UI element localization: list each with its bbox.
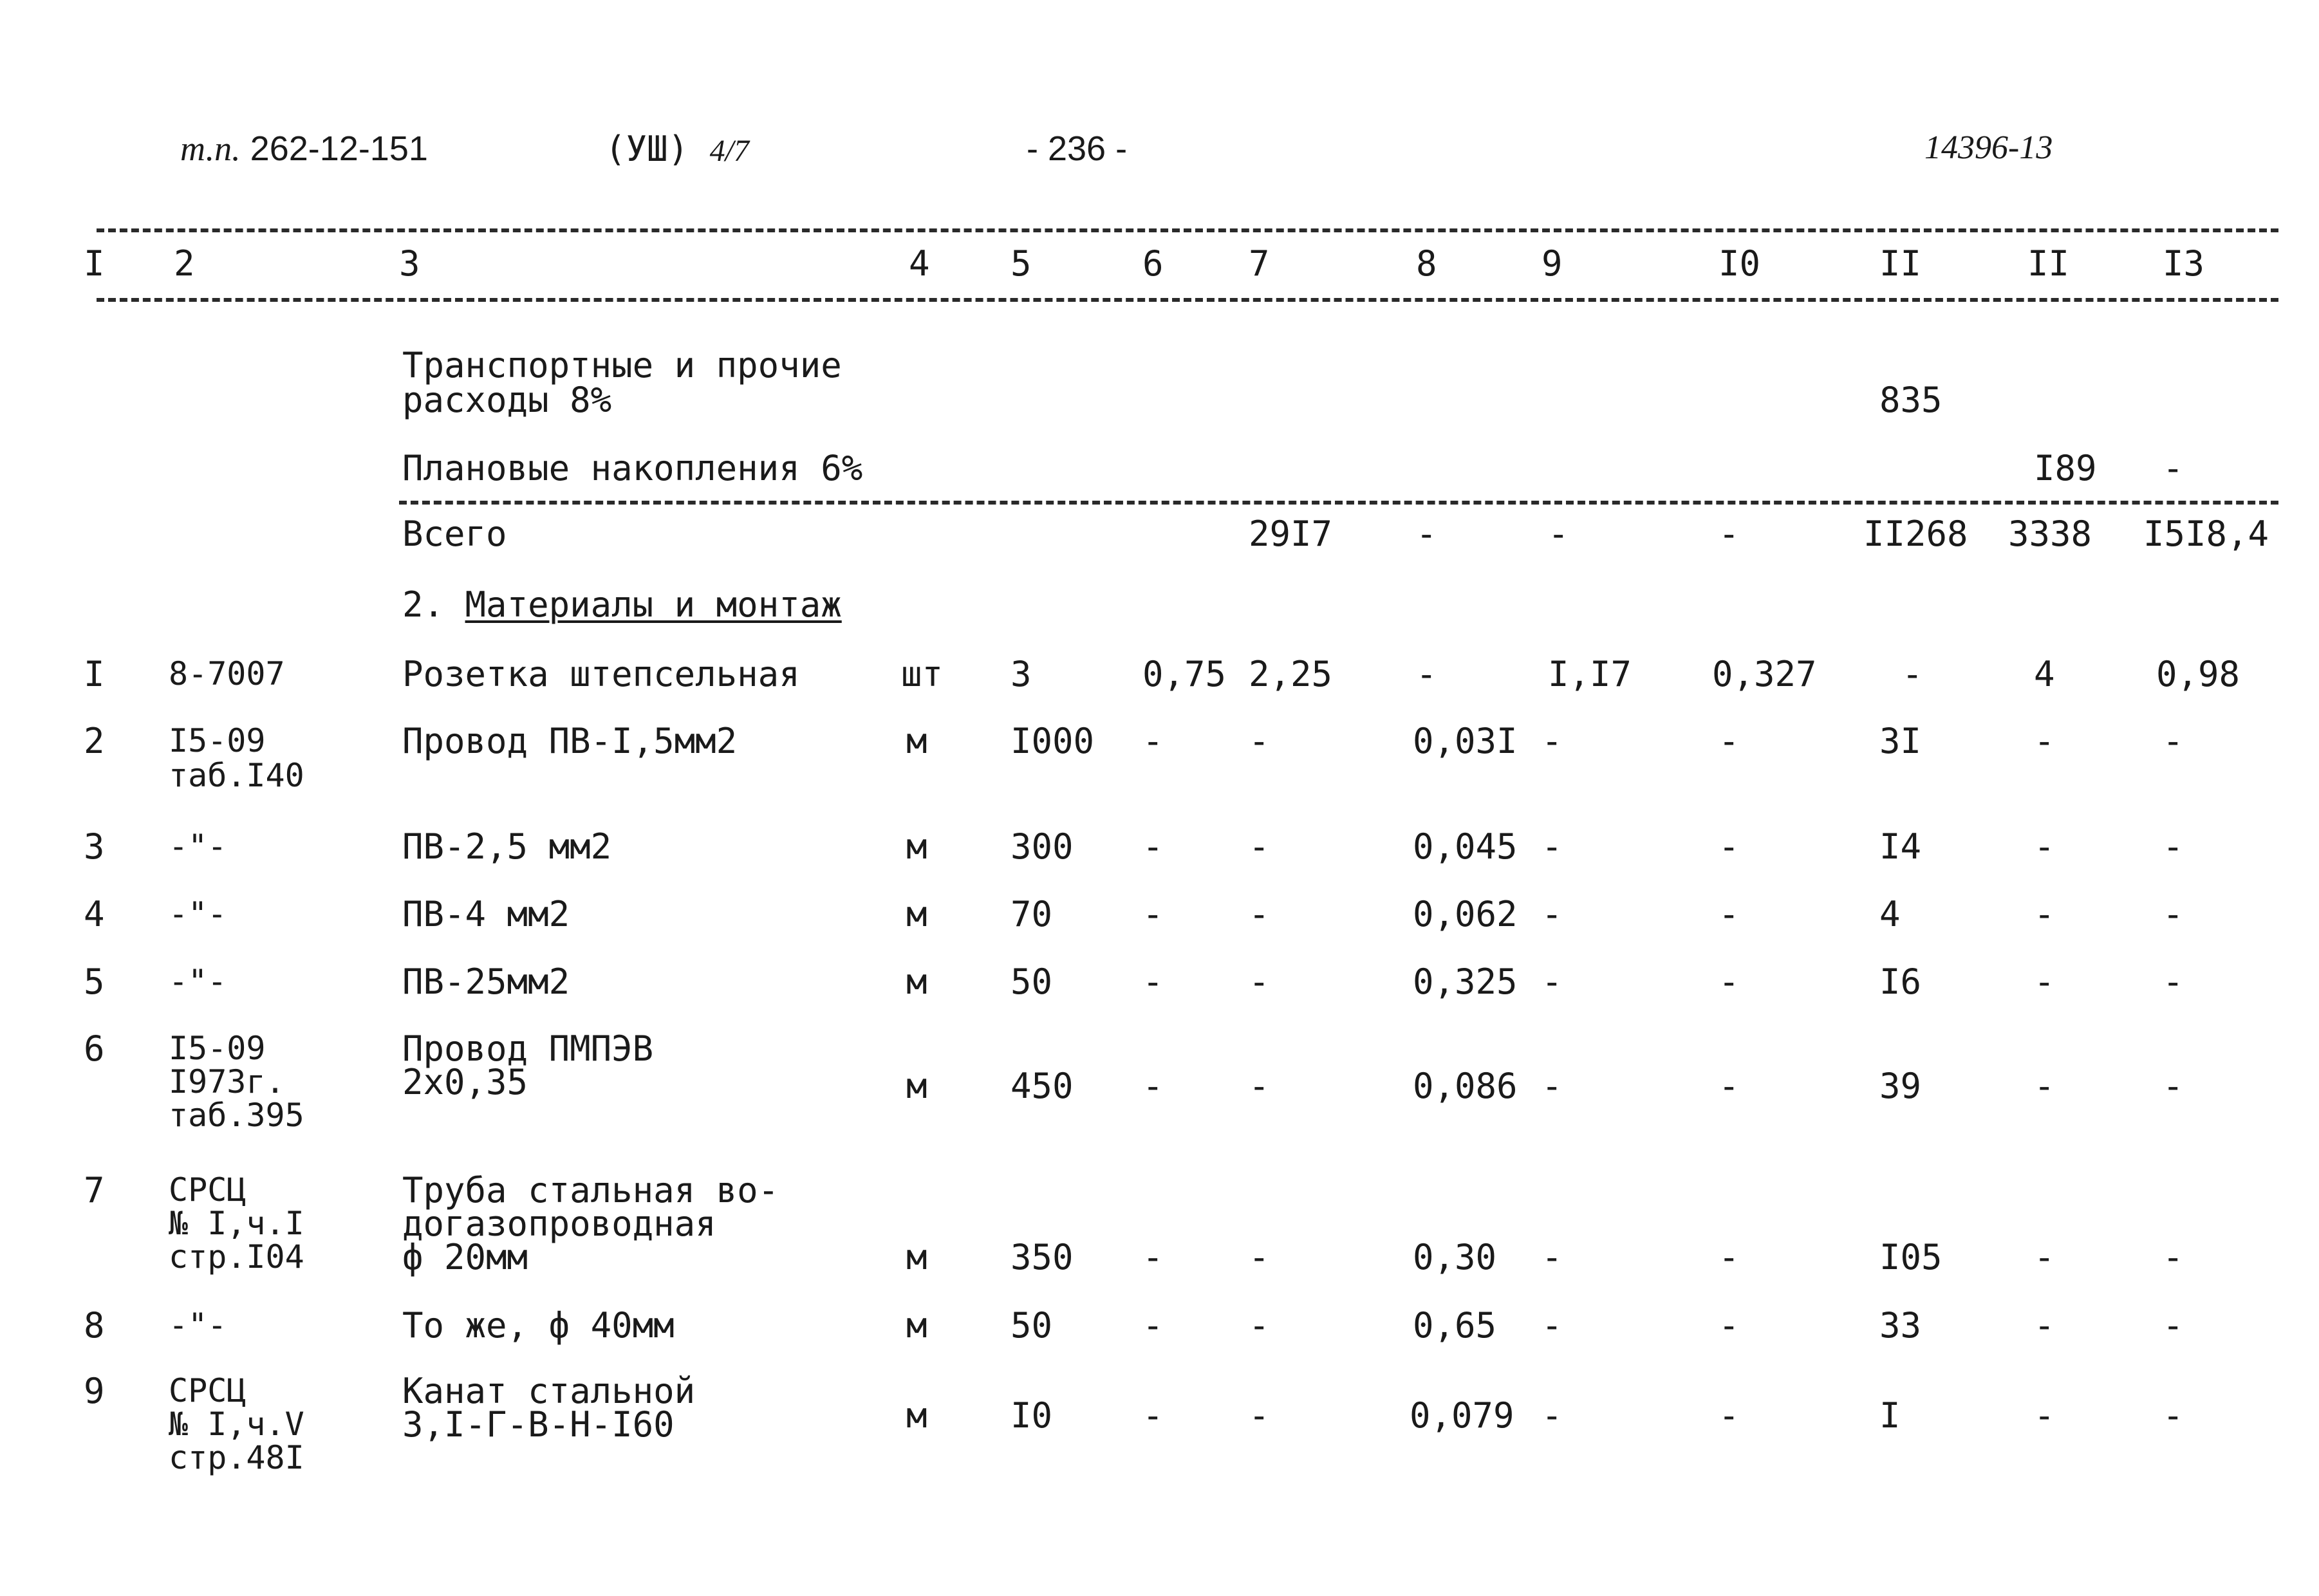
row-value: 3I xyxy=(1879,721,1922,761)
row-value: - xyxy=(1718,721,1740,761)
transport-value: 835 xyxy=(1879,380,1942,420)
plan-value: - xyxy=(2163,448,2184,488)
row-value: - xyxy=(1718,826,1740,867)
column-number: 6 xyxy=(1142,243,1164,284)
row-number: 4 xyxy=(84,894,105,934)
row-code: I5-09 xyxy=(169,722,266,759)
row-value: 2,25 xyxy=(1249,654,1333,694)
row-qty: I0 xyxy=(1010,1395,1053,1436)
column-number: 2 xyxy=(174,243,195,284)
row-value: 4 xyxy=(2034,654,2055,694)
row-value: - xyxy=(1541,1395,1563,1436)
plan-label: Плановые накопления 6% xyxy=(402,448,863,488)
mark-note: 4/7 xyxy=(709,134,749,168)
row-value: 0,086 xyxy=(1413,1066,1518,1106)
row-code: № I,ч.V xyxy=(169,1406,304,1443)
row-value: - xyxy=(1142,721,1164,761)
transport-label: Транспортные и прочие xyxy=(402,345,842,385)
row-code: таб.395 xyxy=(169,1097,304,1134)
total-value: - xyxy=(1416,514,1437,554)
row-code: I5-09 xyxy=(169,1030,266,1067)
row-value: - xyxy=(1541,961,1563,1002)
row-qty: 300 xyxy=(1010,826,1074,867)
column-number: I xyxy=(84,243,105,284)
row-name: Провод ПМПЭВ xyxy=(402,1028,654,1069)
row-value: - xyxy=(2034,721,2055,761)
column-number: II xyxy=(1879,243,1922,284)
row-value: - xyxy=(2034,1066,2055,1106)
row-value: - xyxy=(1541,721,1563,761)
row-value: - xyxy=(2034,1305,2055,1346)
row-value: - xyxy=(1142,1237,1164,1277)
row-value: - xyxy=(2163,1395,2184,1436)
row-value: - xyxy=(1902,654,1923,694)
column-number: 3 xyxy=(399,243,420,284)
column-number: 8 xyxy=(1416,243,1437,284)
column-number: 7 xyxy=(1249,243,1270,284)
row-value: 0,65 xyxy=(1413,1305,1497,1346)
row-number: 7 xyxy=(84,1170,105,1211)
row-unit: м xyxy=(906,721,927,761)
row-value: - xyxy=(1249,894,1270,934)
row-value: - xyxy=(2034,826,2055,867)
row-value: - xyxy=(2163,1237,2184,1277)
total-value: - xyxy=(1718,514,1740,554)
row-value: 0,98 xyxy=(2156,654,2240,694)
row-qty: 350 xyxy=(1010,1237,1074,1277)
row-value: - xyxy=(1142,1066,1164,1106)
row-name: догазопроводная xyxy=(402,1203,716,1244)
row-value: - xyxy=(1249,1237,1270,1277)
row-code: таб.I40 xyxy=(169,757,304,794)
row-qty: 3 xyxy=(1010,654,1032,694)
column-number: I3 xyxy=(2163,243,2205,284)
row-name: То же, ф 40мм xyxy=(402,1305,675,1346)
row-value: - xyxy=(1718,1237,1740,1277)
row-name: 2х0,35 xyxy=(402,1062,528,1102)
row-code: I973г. xyxy=(169,1063,285,1100)
row-number: 2 xyxy=(84,721,105,761)
mark-text: (УШ) xyxy=(605,129,689,169)
row-unit: м xyxy=(906,961,927,1002)
row-value: - xyxy=(2163,961,2184,1002)
row-code: стр.48I xyxy=(169,1439,304,1476)
row-value: I,I7 xyxy=(1548,654,1632,694)
row-value: - xyxy=(1718,894,1740,934)
row-number: 6 xyxy=(84,1028,105,1069)
row-value: - xyxy=(1249,826,1270,867)
row-value: 0,062 xyxy=(1413,894,1518,934)
plan-value: I89 xyxy=(2034,448,2097,488)
row-value: - xyxy=(1541,1066,1563,1106)
row-value: - xyxy=(1718,1305,1740,1346)
row-number: 9 xyxy=(84,1371,105,1411)
header-rule-top xyxy=(97,228,2278,232)
row-value: - xyxy=(2034,894,2055,934)
row-name: ПВ-2,5 мм2 xyxy=(402,826,612,867)
row-value: - xyxy=(2034,1395,2055,1436)
row-value: - xyxy=(2034,961,2055,1002)
row-value: - xyxy=(1541,1237,1563,1277)
row-value: 0,30 xyxy=(1413,1237,1497,1277)
row-value: - xyxy=(1718,961,1740,1002)
row-value: - xyxy=(1142,894,1164,934)
row-value: 0,045 xyxy=(1413,826,1518,867)
row-qty: 70 xyxy=(1010,894,1053,934)
column-number: 9 xyxy=(1541,243,1563,284)
row-value: - xyxy=(1541,826,1563,867)
row-value: I05 xyxy=(1879,1237,1942,1277)
page-number: - 236 - xyxy=(1027,129,1128,168)
row-number: 3 xyxy=(84,826,105,867)
row-value: - xyxy=(1249,961,1270,1002)
column-number: II xyxy=(2027,243,2070,284)
row-value: - xyxy=(1249,1305,1270,1346)
transport-label: расходы 8% xyxy=(402,380,612,420)
row-unit: м xyxy=(906,894,927,934)
row-name: ПВ-25мм2 xyxy=(402,961,570,1002)
total-value: I5I8,4 xyxy=(2143,514,2269,554)
row-value: - xyxy=(1142,826,1164,867)
row-code: СРСЦ xyxy=(169,1171,247,1209)
section-title: Материалы и монтаж xyxy=(465,584,842,625)
row-value: - xyxy=(1541,1305,1563,1346)
row-code: № I,ч.I xyxy=(169,1205,304,1242)
total-value: 3338 xyxy=(2008,514,2092,554)
column-number: 5 xyxy=(1010,243,1032,284)
total-rule xyxy=(399,501,2278,505)
row-value: - xyxy=(1718,1066,1740,1106)
row-value: 0,327 xyxy=(1712,654,1817,694)
row-value: - xyxy=(2163,1305,2184,1346)
row-name: Труба стальная во- xyxy=(402,1170,779,1211)
total-value: - xyxy=(1548,514,1569,554)
row-name: Канат стальной xyxy=(402,1371,696,1411)
row-value: - xyxy=(1718,1395,1740,1436)
row-name: ПВ-4 мм2 xyxy=(402,894,570,934)
row-unit: м xyxy=(906,826,927,867)
row-value: - xyxy=(1249,1395,1270,1436)
header-rule-bottom xyxy=(97,298,2278,302)
document-number xyxy=(180,129,428,169)
row-value: - xyxy=(2163,721,2184,761)
section-number: 2. xyxy=(402,584,445,625)
row-unit: м xyxy=(906,1066,927,1106)
total-value: 29I7 xyxy=(1249,514,1333,554)
row-code: -"- xyxy=(169,1306,227,1344)
row-number: 5 xyxy=(84,961,105,1002)
row-value: I6 xyxy=(1879,961,1922,1002)
row-qty: 50 xyxy=(1010,1305,1053,1346)
row-unit: шт xyxy=(901,654,944,694)
row-qty: I000 xyxy=(1010,721,1095,761)
row-unit: м xyxy=(906,1395,927,1436)
row-name: 3,I-Г-В-Н-I60 xyxy=(402,1404,675,1445)
column-number: 4 xyxy=(909,243,930,284)
total-value: II268 xyxy=(1863,514,1968,554)
row-value: - xyxy=(1416,654,1437,694)
row-value: I4 xyxy=(1879,826,1922,867)
row-value: - xyxy=(2034,1237,2055,1277)
section-mark xyxy=(605,129,749,169)
row-code: стр.I04 xyxy=(169,1238,304,1276)
row-unit: м xyxy=(906,1237,927,1277)
row-value: 39 xyxy=(1879,1066,1922,1106)
row-code: СРСЦ xyxy=(169,1372,247,1409)
row-code: -"- xyxy=(169,828,227,865)
row-value: - xyxy=(2163,826,2184,867)
row-unit: м xyxy=(906,1305,927,1346)
row-code: -"- xyxy=(169,963,227,1000)
row-value: - xyxy=(2163,1066,2184,1106)
total-label: Всего xyxy=(402,514,507,554)
row-value: - xyxy=(1142,1395,1164,1436)
row-qty: 50 xyxy=(1010,961,1053,1002)
row-value: - xyxy=(2163,894,2184,934)
row-value: 0,079 xyxy=(1410,1395,1514,1436)
row-value: - xyxy=(1249,721,1270,761)
row-name: Провод ПВ-I,5мм2 xyxy=(402,721,738,761)
archive-code: 14396-13 xyxy=(1924,129,2053,166)
row-number: I xyxy=(84,654,105,694)
row-value: I xyxy=(1879,1395,1901,1436)
row-code: -"- xyxy=(169,895,227,933)
row-number: 8 xyxy=(84,1305,105,1346)
row-value: 0,03I xyxy=(1413,721,1518,761)
row-qty: 450 xyxy=(1010,1066,1074,1106)
row-value: 4 xyxy=(1879,894,1901,934)
row-value: 0,75 xyxy=(1142,654,1227,694)
row-value: - xyxy=(1142,1305,1164,1346)
document-prefix: т.п. xyxy=(180,129,241,168)
row-value: - xyxy=(1541,894,1563,934)
document-code: 262-12-151 xyxy=(250,129,428,168)
row-value: - xyxy=(1249,1066,1270,1106)
row-value: - xyxy=(1142,961,1164,1002)
row-name: ф 20мм xyxy=(402,1237,528,1277)
section-heading xyxy=(402,584,842,625)
row-value: 33 xyxy=(1879,1305,1922,1346)
column-number: I0 xyxy=(1718,243,1761,284)
row-value: 0,325 xyxy=(1413,961,1518,1002)
row-name: Розетка штепсельная xyxy=(402,654,800,694)
row-code: 8-7007 xyxy=(169,655,285,692)
